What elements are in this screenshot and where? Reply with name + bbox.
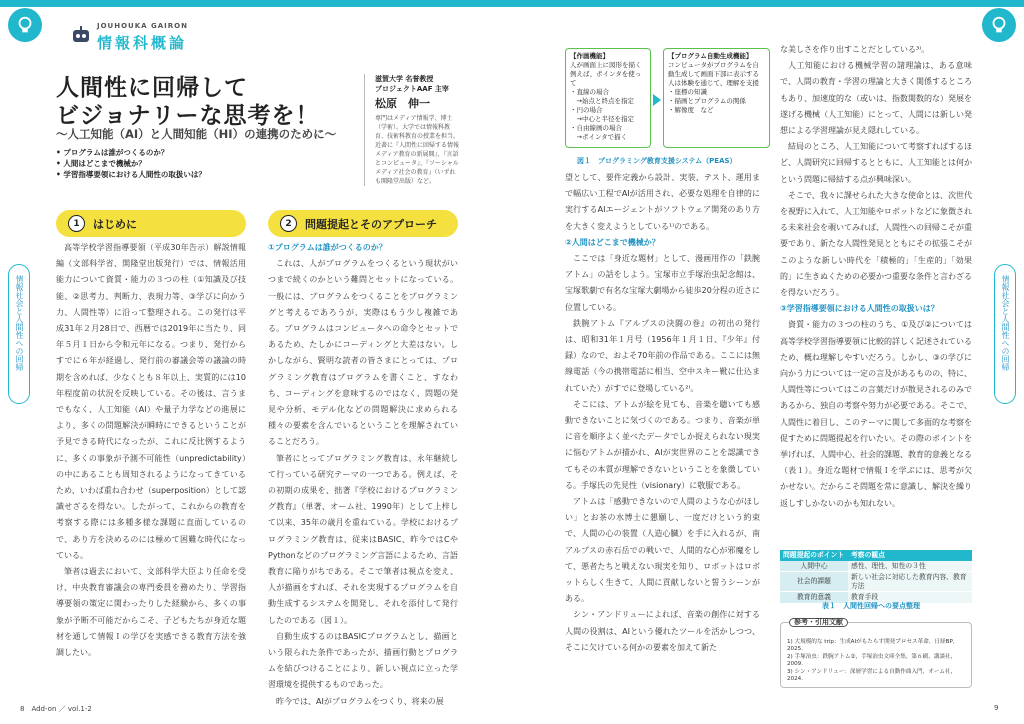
subheading-2: ②人間はどこまで機械か？ <box>565 237 660 247</box>
lightbulb-icon <box>982 8 1016 42</box>
author-bio: 専門はメディア情報学、博士（学術）。大学では情報科教育、技術科教育の授業を担当。近著に『人間性に回帰する情報メディア教育の新展開』、『言語とコンピュータ』、『ソーシャルメディア社会の教育』（いずれも開隆堂出版）など。 <box>375 115 460 185</box>
question-bullets: • プログラムは誰がつくるのか？ • 人間はどこまで機械か？ • 学習指導要領における人間性の取扱いは？ <box>56 148 206 179</box>
section-heading-1: 1 はじめに <box>56 210 246 237</box>
reference-item: 1) 大規模的な trip：生成AIがもたらす開発プロセス革命，日経BP，2025. <box>787 639 959 653</box>
subheading-3: ③学習指導要領における人間性の取扱いは？ <box>780 304 939 314</box>
section-heading-2: 2 問題提起とそのアプローチ <box>268 210 458 237</box>
top-accent-bar <box>0 0 1024 7</box>
table-1-caption: 表１ 人間性回帰への要点整理 <box>822 602 920 610</box>
subheading-1: ①プログラムは誰がつくるのか？ <box>268 243 387 252</box>
article-subtitle: 〜人工知能（AI）と人間知能（HI）の連携のために〜 <box>56 127 337 141</box>
author-box: 滋賀大学 名誉教授 プロジェクトAAF 主宰 松原 伸一 専門はメディア情報学、博士（学術）。大学では情報科教育、技術科教育の授業を担当。近著に『人間性に回帰する情報メディア教育の新展開』、『言語とコンピュータ』、『ソーシャルメディア社会の教育』（いずれも開隆堂出版）など。 <box>364 74 460 186</box>
reference-item: 2) 手塚治虫：鉄腕アトム②，手塚治虫文庫全集，第６刷，講談社，2009. <box>787 653 957 668</box>
figure-1-caption: 図１ プログラミング教育支援システム（PEAS） <box>577 157 737 165</box>
series-label-ja: 情報科概論 <box>97 34 188 52</box>
side-tab-left: 情報社会と人間性への回帰 <box>8 264 30 404</box>
column-2: ①プログラムは誰がつくるのか？ これは、人がプログラムをつくるという現状がいつまで続くのかという難問とセットになっている。一般には、プログラムをつくることをプログラミングと考えるであろうが、実際はもう少し複雑である。プログラムはコンピュータへの命令とセットであるため、たしかにコーディングと大差はない。しかしながら、賢明な読者の皆さまにとっては、プログラミング教育はプログラムを書くこと、すなわち、コーディングを意味するのではなく、問題の発見や分析、モデル化などの問題解決に求められる種々の要素を含んでいるということを理解されていることだろう。 筆者にとってプログラミング教育は、永年継続して行っている研究テーマの一つである。例えば、その初期の成果を、拙著『学校におけるプログラミング教育』（単著、オーム社、1990年）として上梓して以来、35年の歳月を重ねている。学校におけるプログラミング教育は、従来はBASIC、昨今ではCやPythonなどのプログラミング言語によるため、言語教育に陥りがちである。そこで筆者は視点を変え、人が描画をすれば、それを実現するプログラムを自動生成するシステムを開発し、それを添付して発行したのである（図１）。 自動生成するのはBASICプログラムとし、描画という限られた条件であったが、描画行動とプログラムを結びつけることにより、新しい視点に立った学習環境を提供するものであった。 昨今では、AIがプログラムをつくり、将来の展 <box>268 240 458 710</box>
diagram-box-autogen: 【プログラム自動生成機能】 コンピュータがプログラムを自動生成して画面下部に表示する 人は体験を通じて、理解を支援 ・座標の知識 ・描画とプログラムの関係 ・解像度 など <box>663 48 770 148</box>
diagram-box-drawing: 【作画機能】 人が画面上に図形を描く例えば、ポインタを使って ・直線の場合 →始点と終点を指定 ・円の場合 →中心と半径を指定 ・自由線画の場合 →ポインタで描く <box>565 48 651 148</box>
table-row: 教育的意義 教育手段 <box>780 592 972 604</box>
side-tab-right: 情報社会と人間性への回帰 <box>994 264 1016 404</box>
column-4: な美しさを作り出すことだとしている³⁾。 人工知能における機械学習の諸理論は、ある意味で、人間の教育・学習の理論と大きく関係するところもあり、加速度的な（或いは、指数関数的な）発展を遂げる機械（人工知能）にとって、人間には新しい発想による学習理論が見え隠れしている。 結局のところ、人工知能について考察すればするほど、人間研究に回帰するとともに、人工知能とは何かという問題に帰結する点が興味深い。 そこで、我々に課せられた大きな使命とは、次世代を視野に入れて、人工知能やロボットなどに象徴される未来社会を覗いてみれば、人間性への回帰こそが重要であり、新たな人間性発見とともにその拡張こそがこのような新しい時代を「積極的」「生産的」「効果的」に生きぬくための必要かつ重要な条件と言わざるを得ないだろう。 ③学習指導要領における人間性の取扱いは？ 資質・能力の３つの柱のうち、①及び②については高等学校学習指導要領に比較的詳しく記述されているため、概ね理解しやすいだろう。しかし、③の学びに向かう力については一定の言及があるものの、特に、人間性等についてはこの言葉だけが散見されるのみであるから、独自の考察や努力が必要である。そこで、人間性に着目し、このテーマに関して多面的な考察を促すために問題提起を行いたい。その際のポイントを挙げれば、人間中心、社会的課題、教育的意義となる（表１）。身近な題材で情報Ｉを学ぶには、思考が欠かせない。だからこそ問題を常に意識し、解決を繰り返しすしかないのかも知れない。 <box>780 45 972 508</box>
table-1: 問題提起のポイント 考察の観点 人間中心 感性、理性、知性の３性 社会的課題 新しい社会に対応した教育内容、教育方法 教育的意義 教育手段 <box>780 550 972 604</box>
column-3: 望として、要件定義から設計、実装、テスト、運用まで幅広い工程でAIが活用され、必要な処理を自律的に実行するAIエージェントがソフトウェア開発のあり方を大きく変えようとしている¹⁾のである。 ②人間はどこまで機械か？ ここでは「身近な題材」として、漫画用作の「鉄腕アトム」の話をしよう。宝塚市立手塚治虫記念館は、宝塚歌劇で有名な宝塚大劇場から徒歩20分程の近さに位置している。 鉄腕アトム『アルプスの決闘の巻』の初出の発行は、昭和31年１月号（1956年１月１日、『少年』付録）なので、およそ70年前の作品である。ここには無線電話（今の携帯電話に相当、空中スキー靴に仕込まれていた）がすでに登場している²⁾。 そこには、アトムが絵を見ても、音楽を聴いても感動できないことに気づくのである。つまり、音楽が単に音を順序よく並べたデータでしか捉えられない現実に悩むアトムが描かれ、AIが実世界のことを認識できてもその本質が理解できないということを象徴している。手塚氏の先見性（visionary）に敬服である。 アトムは「感動できないので人間のような心がほしい」とお茶の水博士に懇願し、一度だけという約束で、人間の心の装置（人造心臓）を手に入れるが、南アルプスの赤石岳での戦いで、人間的な心が邪魔をして、悪者たちと戦えない現実を知り、ロボットはロボットらしく生きて、人間に貢献しないと誓うシーンがある。 シン・アンドリューによれば、音楽の創作に対する人間の役割は、AIという優れたツールを活かしつつ、そこに欠けている何かの要素を加えて新た <box>565 173 760 652</box>
author-name: 松原 伸一 <box>375 97 430 110</box>
references-box <box>780 618 972 688</box>
reference-item: 3) シン・アンドリュー：深層学習による自動作曲入門，オーム社，2024. <box>787 668 957 683</box>
table-row: 人間中心 感性、理性、知性の３性 <box>780 561 972 572</box>
footer-page-number: 9 <box>994 704 999 712</box>
figure-1-diagram <box>565 48 770 150</box>
lightbulb-icon <box>8 8 42 42</box>
article-title: 人間性に回帰して ビジョナリーな思考を！ <box>56 75 320 129</box>
robot-mascot-icon <box>70 26 92 46</box>
arrow-right-icon <box>653 94 661 106</box>
series-label-en: JOUHOUKA GAIRON <box>97 22 188 30</box>
table-row: 社会的課題 新しい社会に対応した教育内容、教育方法 <box>780 572 972 592</box>
column-1: 高等学校学習指導要領（平成30年告示）解説情報編（文部科学省、開隆堂出版発行）では、情報活用能力について資質・能力の３つの柱（①知識及び技能、②思考力、判断力、表現力等、③学びに向かう力、人間性等）に沿って整理される。この発行は平成31年２月28日で、西暦では2019年に当たり、同年５月１日から令和元年になる。つまり、発行からすでに６年が経過し、発行前の審議会等の議論の時期を含めれば、少なくとも８年以上、実質的には10年程度前の状況を反映している。その後は、言うまでもなく、人工知能（AI）や量子力学などの進展により、多くの問題解決が瞬時にできるということが予見できる時代になったが、これに反比例するように、多くの事象が予測不可能性（unpredictability）の中にあることも周知されるようになってきているため、いわば重ね合わせ（superposition）として認識せざるを得ない。したがって、これからの教育を考察する際には多種多様な課題に直面しているので、あり方を決めるのには極めて困難な時代になっている。 筆者は過去において、文部科学大臣より任命を受け、中央教育審議会の専門委員を務めたり、学習指導要領の策定に関わったりした経験から、多くの事象が予断不可能だからこそ、子どもたちが身近な題材を通して情報Ｉの学びを実感できる教育方法を強調したい。 <box>56 243 246 658</box>
footer-left: 8 Add-on ／ vol.1-2 <box>20 705 92 713</box>
references-title: 参考・引用文献 <box>789 618 848 627</box>
